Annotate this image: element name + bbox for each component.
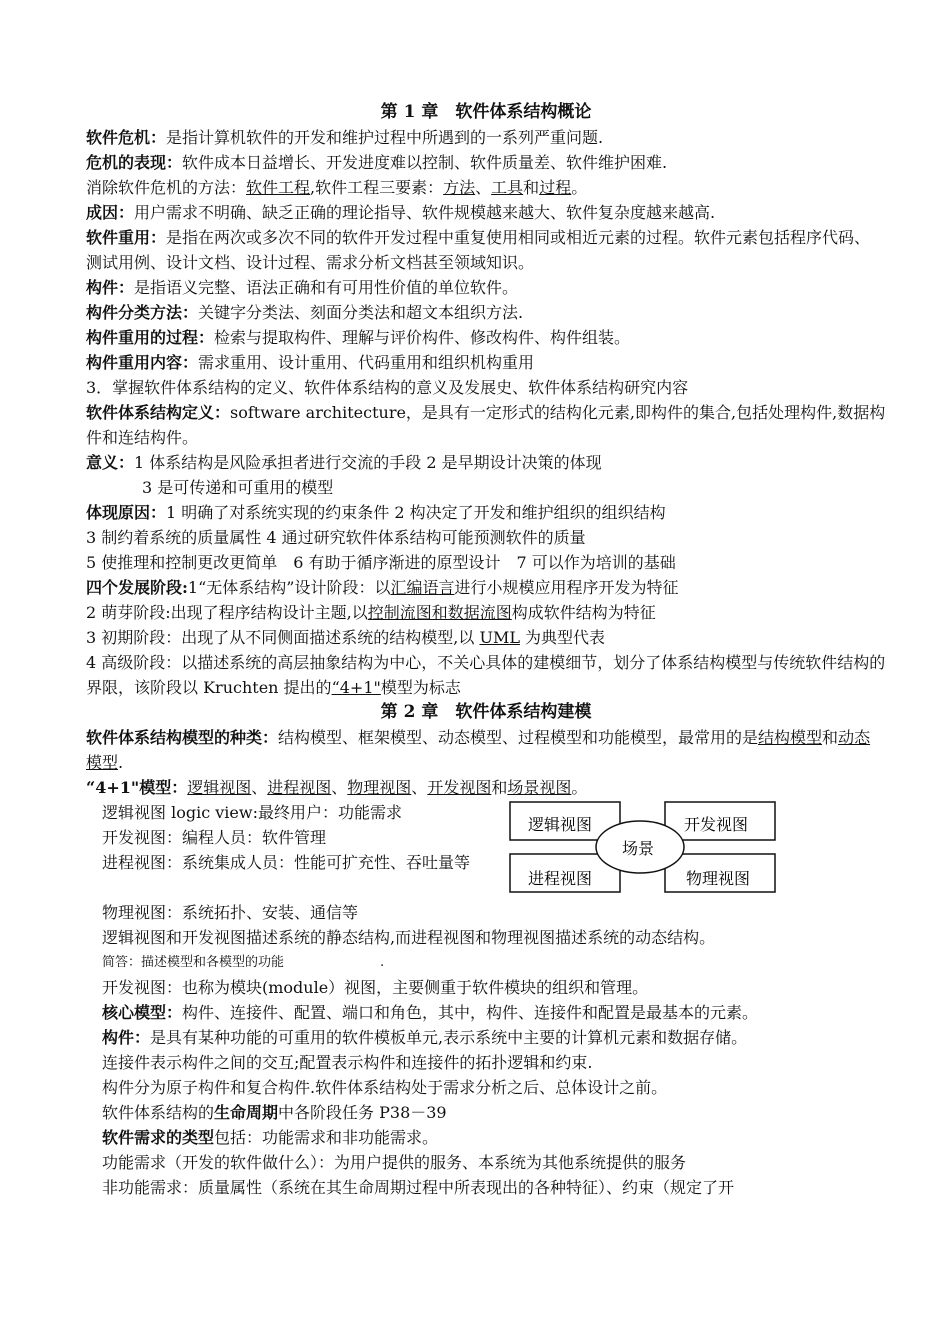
lifecycle-paragraph (86, 1100, 886, 1125)
classification-paragraph (86, 300, 886, 325)
requirement-type-text: 包括：功能需求和非功能需求。 (214, 1128, 439, 1147)
reuse-content-label: 构件重用内容： (86, 353, 199, 372)
logic-view-label: 逻辑视图 (528, 815, 593, 834)
stage-4-text: 4 高级阶段：以描述系统的高层抽象结构为中心，不关心具体的建模细节，划分了体系结构模型与传统软件结构的界限，该阶段以 Kruchten 提出的 (86, 653, 886, 697)
core-model-text: 构件、连接件、配置、端口和角色，其中，构件、连接件和配置是最基本的元素。 (182, 1003, 759, 1022)
stage-2-text: 2 萌芽阶段:出现了程序结构设计主题,以 (86, 603, 368, 622)
lifecycle-text: 软件体系结构的 (102, 1103, 215, 1122)
scene-label: 场景 (622, 839, 655, 858)
software-engineering-term: 软件工程 (246, 178, 311, 197)
stage-3-paragraph (86, 625, 886, 650)
reuse-label: 软件重用： (86, 228, 167, 247)
model-4-1-paragraph (86, 775, 886, 800)
stage-1-paragraph (86, 575, 886, 600)
uml-term: UML (479, 628, 520, 647)
component-label: 构件： (86, 278, 135, 297)
view-process: 进程视图：系统集成人员：性能可扩充性、吞吐量等 (102, 853, 471, 872)
symptom-label: 危机的表现： (86, 153, 183, 172)
functional-requirement: 功能需求（开发的软件做什么）：为用户提供的服务、本系统为其他系统提供的服务 (102, 1153, 687, 1172)
core-model-label: 核心模型： (102, 1003, 183, 1022)
stage-2-text-2: 构成软件结构为特征 (511, 603, 656, 622)
definition-paragraph (86, 400, 886, 450)
reuse-process-text: 检索与提取构件、理解与评价构件、修改构件、构件组装。 (214, 328, 631, 347)
view-list (102, 800, 482, 900)
view-diagram (508, 800, 784, 894)
assembly-language-term: 汇编语言 (390, 578, 455, 597)
significance-label: 意义： (86, 453, 135, 472)
definition-label: 软件体系结构定义： (86, 403, 231, 422)
nonfunctional-requirement: 非功能需求：质量属性（系统在其生命周期过程中所表现出的各种特征）、约束（规定了开 (102, 1178, 735, 1197)
reason-label: 体现原因： (86, 503, 167, 522)
chapter-2-title: 第 2 章 软件体系结构建模 (380, 702, 592, 722)
development-view-term: 开发视图 (427, 778, 492, 797)
significance-line-2: 3 是可传递和可重用的模型 (142, 478, 334, 497)
reuse-process-label: 构件重用的过程： (86, 328, 215, 347)
reuse-content-text: 需求重用、设计重用、代码重用和组织机构重用 (198, 353, 535, 372)
cause-paragraph (86, 200, 886, 225)
static-dynamic-paragraph: 逻辑视图和开发视图描述系统的静态结构,而进程视图和物理视图描述系统的动态结构。 (102, 928, 716, 947)
short-answer-text: 简答：描述模型和各模型的功能 (102, 955, 285, 970)
process-view-label: 进程视图 (528, 869, 593, 888)
significance-paragraph (86, 450, 886, 475)
development-view-label: 开发视图 (684, 815, 749, 834)
definition-text: software architecture，是具有一定形式的结构化元素,即构件的集合,包括处理构件,数据构件和连结构件。 (86, 403, 886, 447)
chapter-1-title: 第 1 章 软件体系结构概论 (380, 102, 592, 122)
view-logic: 逻辑视图 logic view:最终用户：功能需求 (102, 803, 402, 822)
tool-term: 工具 (491, 178, 524, 197)
stage-label: 四个发展阶段: (86, 578, 188, 597)
stage-3-text: 3 初期阶段：出现了从不同侧面描述系统的结构模型,以 (86, 628, 480, 647)
reason-line-2: 3 制约着系统的质量属性 4 通过研究软件体系结构可能预测软件的质量 (86, 528, 586, 547)
component-2-label: 构件： (102, 1028, 151, 1047)
flow-diagram-term: 控制流图和数据流图 (367, 603, 512, 622)
model-4-1-label: “4+1"模型： (86, 778, 188, 797)
crisis-label: 软件危机： (86, 128, 167, 147)
stage-2-paragraph (86, 600, 886, 625)
symptom-text: 软件成本日益增长、开发进度难以控制、软件质量差、软件维护困难. (182, 153, 668, 172)
document-content (86, 100, 886, 1200)
development-view-paragraph: 开发视图：也称为模块(module）视图，主要侧重于软件模块的组织和管理。 (102, 978, 649, 997)
reuse-content-paragraph (86, 350, 886, 375)
conjunction: 和 (491, 778, 508, 797)
reason-paragraph (86, 500, 886, 525)
separator: 、 (411, 778, 428, 797)
process-term: 过程 (539, 178, 572, 197)
stage-4-text-2: 模型为标志 (380, 678, 461, 697)
physical-view-label: 物理视图 (686, 869, 751, 888)
period: . (118, 753, 124, 772)
period: 。 (571, 178, 588, 197)
period: 。 (571, 778, 588, 797)
process-view-term: 进程视图 (267, 778, 332, 797)
stage-1-text: 1“无体系结构”设计阶段：以 (187, 578, 391, 597)
reuse-text: 是指在两次或多次不同的软件开发过程中重复使用相同或相近元素的过程。软件元素包括程序代码、测试用例、设计文档、设计过程、需求分析文档甚至领域知识。 (86, 228, 871, 272)
symptom-paragraph (86, 150, 886, 175)
model-kinds-label: 软件体系结构模型的种类： (86, 728, 279, 747)
requirement-type-paragraph (86, 1125, 886, 1150)
cause-label: 成因： (86, 203, 135, 222)
logic-view-term: 逻辑视图 (187, 778, 252, 797)
reason-text: 1 明确了对系统实现的约束条件 2 构决定了开发和维护组织的组织结构 (166, 503, 666, 522)
short-answer-dot: . (380, 955, 385, 970)
view-development: 开发视图：编程人员：软件管理 (102, 828, 327, 847)
classification-text: 关键字分类法、刻面分类法和超文本组织方法. (198, 303, 524, 322)
classification-label: 构件分类方法： (86, 303, 199, 322)
model-kinds-paragraph (86, 725, 886, 775)
remove-crisis-paragraph (86, 175, 886, 200)
lifecycle-term: 生命周期 (214, 1103, 279, 1122)
component-2-text: 是具有某种功能的可重用的软件模板单元,表示系统中主要的计算机元素和数据存储。 (150, 1028, 748, 1047)
separator: 、 (331, 778, 348, 797)
core-model-paragraph (86, 1000, 886, 1025)
separator: 、 (475, 178, 492, 197)
significance-text: 1 体系结构是风险承担者进行交流的手段 2 是早期设计决策的体现 (134, 453, 602, 472)
stage-3-text-2: 为典型代表 (519, 628, 606, 647)
remove-text-2: ,软件工程三要素： (310, 178, 444, 197)
conjunction: 和 (523, 178, 540, 197)
stage-1-text-2: 进行小规模应用程序开发为特征 (454, 578, 679, 597)
crisis-text: 是指计算机软件的开发和维护过程中所遇到的一系列严重问题. (166, 128, 604, 147)
model-4-1-term: “4+1" (331, 678, 381, 697)
atomic-paragraph: 构件分为原子构件和复合构件.软件体系结构处于需求分析之后、总体设计之前。 (102, 1078, 668, 1097)
remove-text: 消除软件危机的方法： (86, 178, 247, 197)
component-paragraph (86, 275, 886, 300)
stage-4-paragraph (86, 650, 886, 700)
component-2-paragraph (86, 1025, 886, 1050)
scene-view-term: 场景视图 (507, 778, 572, 797)
component-text: 是指语义完整、语法正确和有可用性价值的单位软件。 (134, 278, 519, 297)
model-kinds-text: 结构模型、框架模型、动态模型、过程模型和功能模型，最常用的是 (278, 728, 759, 747)
reason-line-3: 5 使推理和控制更改更简单 6 有助于循序渐进的原型设计 7 可以作为培训的基础 (86, 553, 676, 572)
requirement-type-label: 软件需求的类型 (102, 1128, 215, 1147)
view-diagram-svg (508, 800, 784, 894)
dynamic-model-term: 动态模型 (86, 728, 871, 772)
reuse-process-paragraph (86, 325, 886, 350)
conjunction: 和 (822, 728, 839, 747)
short-answer-question (86, 950, 886, 975)
separator: 、 (251, 778, 268, 797)
connector-paragraph: 连接件表示构件之间的交互;配置表示构件和连接件的拓扑逻辑和约束. (102, 1053, 593, 1072)
method-term: 方法 (443, 178, 476, 197)
cause-text: 用户需求不明确、缺乏正确的理论指导、软件规模越来越大、软件复杂度越来越高. (134, 203, 716, 222)
reuse-paragraph (86, 225, 886, 275)
view-physical: 物理视图：系统拓扑、安装、通信等 (102, 903, 359, 922)
structure-model-term: 结构模型 (758, 728, 823, 747)
crisis-paragraph (86, 125, 886, 150)
views-with-diagram (86, 800, 886, 900)
physical-view-term: 物理视图 (347, 778, 412, 797)
item-3: 3．掌握软件体系结构的定义、软件体系结构的意义及发展史、软件体系结构研究内容 (86, 378, 689, 397)
lifecycle-text-2: 中各阶段任务 P38－39 (278, 1103, 447, 1122)
